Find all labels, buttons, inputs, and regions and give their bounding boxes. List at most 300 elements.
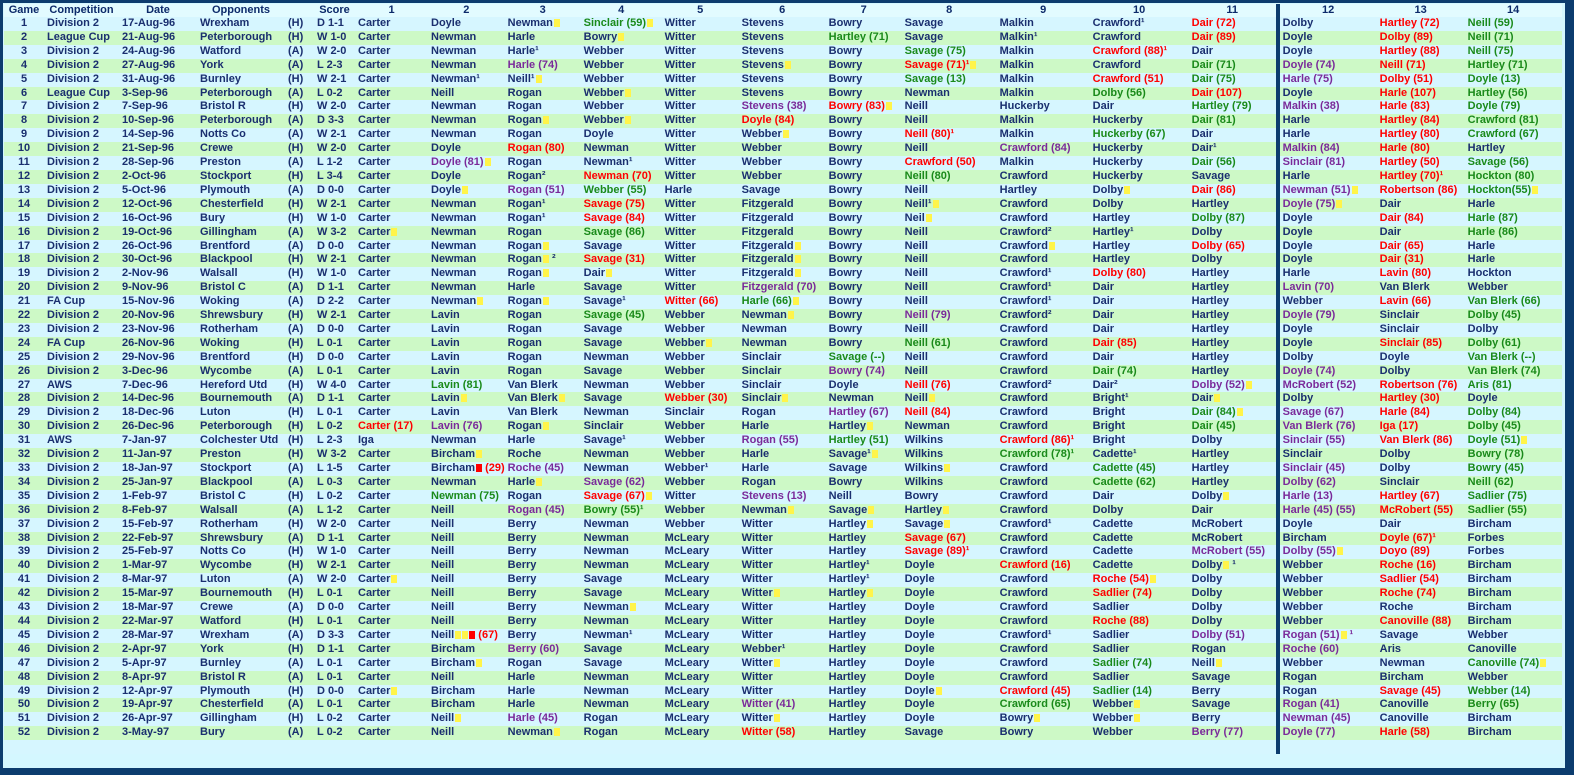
cell-text: Doyle — [904, 670, 935, 683]
cell-text: Division 2 — [47, 197, 99, 210]
cell-text: Hartley — [828, 531, 866, 544]
header-row — [4, 4, 1562, 17]
yellow-card-icon — [1237, 408, 1243, 416]
table-row — [4, 142, 1562, 156]
player-cell — [662, 406, 739, 420]
cell-text: Rogan — [507, 100, 542, 113]
cell-text: Hartley — [1191, 322, 1229, 335]
cell-text: Rogan — [507, 322, 542, 335]
cell-text: Division 2 — [47, 350, 99, 363]
player-cell — [662, 532, 739, 546]
cell-text: Newman — [583, 142, 629, 155]
substitute-cell — [1377, 156, 1465, 170]
cell-text: Carter — [358, 58, 391, 71]
venue-cell — [285, 212, 314, 226]
cell-text: Division 2 — [47, 156, 99, 169]
game-number-cell — [4, 240, 44, 254]
venue-cell — [285, 73, 314, 87]
venue-cell — [285, 31, 314, 45]
yellow-card-icon — [774, 714, 780, 722]
cell-text: Division 2 — [47, 698, 99, 711]
substitute-cell — [1377, 490, 1465, 504]
player-cell — [662, 629, 739, 643]
game-number-cell — [4, 31, 44, 45]
cell-text: Savage (67) — [583, 489, 645, 502]
cell-text: Newman — [431, 239, 477, 252]
date-cell — [119, 170, 197, 184]
player-cell — [1090, 643, 1189, 657]
cell-text: Dair — [1092, 489, 1115, 502]
cell-text: Crawford¹ — [1092, 17, 1145, 29]
cell-text: Savage¹ — [583, 434, 626, 447]
cell-text: Sinclair — [741, 350, 782, 363]
player-cell — [581, 295, 662, 309]
game-number-cell — [4, 337, 44, 351]
cell-text: W 2-1 — [317, 72, 347, 85]
cell-text: Crawford¹ — [999, 267, 1052, 280]
cell-text: 2-Nov-96 — [122, 267, 169, 280]
player-cell — [581, 629, 662, 643]
cell-text: Webber — [664, 420, 705, 433]
cell-text: Crawford — [999, 489, 1048, 502]
yellow-card-icon — [795, 255, 801, 263]
player-cell — [428, 184, 505, 198]
cell-text: Neill — [904, 183, 928, 196]
cell-text: D 1-1 — [317, 531, 344, 544]
cell-text: Fitzgerald (70) — [741, 281, 817, 294]
game-number-cell — [4, 671, 44, 685]
cell-text: Dolby — [1191, 253, 1223, 266]
date-cell — [119, 379, 197, 393]
competition-cell — [44, 559, 119, 573]
player-cell — [428, 545, 505, 559]
player-cell — [826, 476, 902, 490]
player-cell — [902, 559, 997, 573]
opponent-cell — [197, 504, 285, 518]
player-cell — [581, 392, 662, 406]
player-cell — [355, 545, 428, 559]
yellow-card-icon — [1521, 436, 1527, 444]
date-cell — [119, 490, 197, 504]
cell-text: Carter — [358, 712, 391, 725]
player-cell — [1189, 323, 1276, 337]
player-cell — [997, 114, 1090, 128]
player-cell — [739, 156, 826, 170]
cell-text: Webber — [1282, 656, 1323, 669]
player-cell — [662, 198, 739, 212]
player-cell — [355, 240, 428, 254]
cell-text: Hartley (72) — [1379, 17, 1440, 29]
player-cell — [1189, 545, 1276, 559]
cell-text: Savage (45) — [1379, 684, 1441, 697]
cell-text: AWS — [47, 378, 73, 391]
competition-cell — [44, 532, 119, 546]
yellow-card-icon — [554, 19, 560, 27]
player-cell — [355, 476, 428, 490]
cell-text: Harle — [1467, 239, 1496, 252]
cell-text: 3 — [20, 44, 28, 57]
player-cell — [581, 128, 662, 142]
cell-text: AWS — [47, 434, 73, 447]
date-cell — [119, 643, 197, 657]
cell-text: Iga — [358, 434, 374, 447]
cell-text: Webber — [1467, 628, 1508, 641]
cell-text: FA Cup — [47, 295, 86, 308]
cell-text: Division 2 — [47, 475, 99, 488]
date-cell — [119, 476, 197, 490]
date-cell — [119, 240, 197, 254]
cell-text: Dolby (45) — [1467, 309, 1521, 322]
player-cell — [1090, 448, 1189, 462]
player-cell — [997, 545, 1090, 559]
cell-text: Webber — [664, 448, 705, 461]
cell-text: Savage (67) — [1282, 406, 1344, 419]
cell-text: (H) — [288, 559, 304, 572]
cell-text: Dair — [1092, 295, 1115, 308]
cell-text: Newman — [431, 211, 477, 224]
player-cell — [1090, 240, 1189, 254]
substitute-cell — [1377, 685, 1465, 699]
substitute-cell — [1465, 156, 1562, 170]
player-cell — [826, 31, 902, 45]
cell-text: Sadlier — [1092, 642, 1130, 655]
player-cell — [505, 601, 581, 615]
player-cell — [428, 587, 505, 601]
cell-text: 25-Jan-97 — [122, 475, 173, 488]
venue-cell — [285, 267, 314, 281]
player-cell — [826, 726, 902, 740]
substitute-cell — [1465, 309, 1562, 323]
opponent-cell — [197, 698, 285, 712]
player-cell — [505, 420, 581, 434]
player-cell — [739, 351, 826, 365]
player-cell — [581, 726, 662, 740]
cell-text: Newman — [431, 197, 477, 210]
substitute-cell — [1377, 212, 1465, 226]
cell-text: Chesterfield — [200, 698, 264, 711]
cell-text: 45 — [17, 628, 31, 641]
cell-text: McLeary — [664, 573, 710, 586]
cell-text: Carter — [358, 44, 391, 57]
cell-text: L 0-1 — [317, 406, 343, 419]
column-header: 11 — [1189, 4, 1276, 17]
substitute-cell — [1465, 337, 1562, 351]
score-cell — [314, 448, 355, 462]
substitute-cell — [1280, 712, 1377, 726]
player-cell — [662, 128, 739, 142]
cell-text: Doyle (79) — [1282, 309, 1336, 322]
cell-text: Savage¹ — [828, 448, 871, 461]
venue-cell — [285, 573, 314, 587]
opponent-cell — [197, 726, 285, 740]
player-cell — [902, 295, 997, 309]
player-cell — [902, 379, 997, 393]
player-cell — [428, 406, 505, 420]
cell-text: Malkin (38) — [1282, 100, 1340, 113]
cell-text: Savage — [583, 587, 623, 600]
cell-text: Stevens (13) — [741, 489, 807, 502]
cell-text: Berry — [507, 545, 537, 558]
cell-text: Bowry — [999, 712, 1034, 725]
player-cell — [902, 323, 997, 337]
substitute-cell — [1377, 406, 1465, 420]
cell-text: W 3-2 — [317, 225, 347, 238]
player-cell — [1189, 73, 1276, 87]
player-cell — [826, 198, 902, 212]
score-cell — [314, 59, 355, 73]
cell-text: Bircham — [1467, 614, 1512, 627]
cell-text: Crawford — [999, 239, 1048, 252]
competition-cell — [44, 253, 119, 267]
cell-text: Hartley — [1191, 475, 1229, 488]
cell-text: Webber — [664, 503, 705, 516]
cell-text: Van Blerk — [1379, 281, 1430, 294]
player-cell — [997, 31, 1090, 45]
cell-text: Newman — [431, 295, 477, 308]
player-cell — [355, 406, 428, 420]
date-cell — [119, 337, 197, 351]
player-cell — [505, 476, 581, 490]
player-cell — [902, 31, 997, 45]
opponent-cell — [197, 392, 285, 406]
player-cell — [1090, 281, 1189, 295]
cell-text: Doyle — [904, 698, 935, 711]
player-cell — [1189, 698, 1276, 712]
player-cell — [581, 142, 662, 156]
player-cell — [1189, 406, 1276, 420]
cell-text: Crawford — [999, 364, 1048, 377]
player-cell — [428, 601, 505, 615]
player-cell — [826, 253, 902, 267]
cell-text: D 0-0 — [317, 239, 344, 252]
player-cell — [739, 712, 826, 726]
cell-text: Hartley¹ — [1092, 225, 1134, 238]
player-cell — [355, 212, 428, 226]
cell-text: Webber (14) — [1467, 684, 1531, 697]
player-cell — [826, 323, 902, 337]
cell-text: 47 — [17, 656, 31, 669]
cell-text: Savage — [904, 17, 944, 29]
cell-text: Sadlier — [1092, 628, 1130, 641]
player-cell — [1189, 114, 1276, 128]
opponent-cell — [197, 184, 285, 198]
cell-text: Savage — [904, 517, 944, 530]
cell-text: FA Cup — [47, 336, 86, 349]
player-cell — [1090, 212, 1189, 226]
cell-text: Carter — [358, 128, 391, 141]
cell-text: Dair (81) — [1191, 114, 1236, 127]
player-cell — [739, 100, 826, 114]
cell-text: Harle (45) — [507, 712, 558, 725]
table-row — [4, 45, 1562, 59]
yellow-card-icon — [543, 116, 549, 124]
substitute-cell — [1280, 45, 1377, 59]
cell-text: Dolby — [1191, 614, 1223, 627]
cell-text: Bircham — [1467, 573, 1512, 586]
player-cell — [355, 726, 428, 740]
substitute-cell — [1465, 671, 1562, 685]
substitute-cell — [1465, 685, 1562, 699]
substitute-cell — [1377, 587, 1465, 601]
cell-text: Bowry — [828, 142, 863, 155]
cell-text: Crawford — [999, 322, 1048, 335]
cell-text: Chesterfield — [200, 197, 264, 210]
cell-text: Bowry — [828, 72, 863, 85]
player-cell — [902, 490, 997, 504]
cell-text: Witter — [741, 601, 773, 614]
cell-text: Neill — [904, 392, 928, 405]
empty-cell — [197, 740, 285, 754]
cell-text: (A) — [288, 128, 304, 141]
cell-text: L 0-2 — [317, 712, 343, 725]
substitute-cell — [1280, 726, 1377, 740]
game-number-cell — [4, 87, 44, 101]
game-number-cell — [4, 657, 44, 671]
yellow-card-icon — [795, 269, 801, 277]
cell-text: Wrexham — [200, 17, 250, 29]
substitute-cell — [1280, 685, 1377, 699]
cell-text: Witter — [664, 169, 696, 182]
player-cell — [581, 267, 662, 281]
cell-text: (H) — [288, 378, 304, 391]
venue-cell — [285, 379, 314, 393]
cell-text: Canoville (74) — [1467, 656, 1540, 669]
player-cell — [1090, 601, 1189, 615]
cell-text: McLeary — [664, 531, 710, 544]
player-cell — [739, 643, 826, 657]
opponent-cell — [197, 281, 285, 295]
cell-text: Newman — [583, 559, 629, 572]
cell-text: Dolby (65) — [1191, 239, 1245, 252]
cell-text: 13 — [17, 183, 31, 196]
substitute-cell — [1465, 351, 1562, 365]
player-cell — [1189, 87, 1276, 101]
cell-text: Berry (77) — [1191, 726, 1244, 739]
cell-text: Berry (60) — [507, 642, 560, 655]
cell-text: L 0-2 — [317, 420, 343, 433]
cell-text: Canoville — [1467, 642, 1517, 655]
player-cell — [1189, 559, 1276, 573]
player-cell — [997, 240, 1090, 254]
score-cell — [314, 309, 355, 323]
cell-text: 26-Nov-96 — [122, 336, 175, 349]
cell-text: Hartley — [999, 183, 1037, 196]
score-cell — [314, 615, 355, 629]
empty-cell — [119, 740, 197, 754]
cell-text: Lavin — [431, 336, 460, 349]
cell-text: Bowry — [828, 267, 863, 280]
cell-text: 21-Aug-96 — [122, 30, 176, 43]
player-cell — [1090, 420, 1189, 434]
cell-text: Harle — [741, 462, 770, 474]
player-cell — [505, 31, 581, 45]
player-cell — [739, 309, 826, 323]
cell-text: D 1-1 — [317, 642, 344, 655]
venue-cell — [285, 45, 314, 59]
cell-text: Van Blerk — [507, 392, 558, 405]
opponent-cell — [197, 100, 285, 114]
cell-text: Dolby — [1191, 434, 1223, 447]
player-cell — [902, 226, 997, 240]
cell-text: L 2-3 — [317, 58, 343, 71]
venue-cell — [285, 309, 314, 323]
yellow-card-icon — [455, 631, 461, 639]
player-cell — [581, 212, 662, 226]
cell-text: Carter — [358, 684, 391, 697]
player-cell — [355, 17, 428, 31]
player-cell — [581, 559, 662, 573]
player-cell — [428, 198, 505, 212]
score-cell — [314, 295, 355, 309]
substitute-cell — [1280, 184, 1377, 198]
player-cell — [581, 573, 662, 587]
table-row — [4, 156, 1562, 170]
player-cell — [902, 198, 997, 212]
cell-text: Newman — [583, 684, 629, 697]
column-header: 7 — [826, 4, 902, 17]
cell-text: Webber¹ — [741, 642, 786, 655]
player-cell — [1189, 657, 1276, 671]
cell-text: Carter — [358, 225, 391, 238]
player-cell — [997, 601, 1090, 615]
cell-text: McLeary — [664, 670, 710, 683]
cell-text: Crawford — [999, 350, 1048, 363]
game-number-cell — [4, 309, 44, 323]
player-cell — [826, 142, 902, 156]
player-cell — [505, 59, 581, 73]
cell-text: Crawford — [999, 211, 1048, 224]
cell-text: Aris — [1379, 642, 1402, 655]
cell-text: Neill — [904, 322, 928, 335]
cell-text: Dair (107) — [1191, 86, 1242, 99]
cell-text: Cadette — [1092, 517, 1133, 530]
player-cell — [428, 462, 505, 476]
player-cell — [355, 198, 428, 212]
substitute-cell — [1280, 323, 1377, 337]
date-cell — [119, 59, 197, 73]
cell-text: 37 — [17, 517, 31, 530]
player-cell — [739, 615, 826, 629]
player-cell — [505, 240, 581, 254]
player-cell — [826, 59, 902, 73]
cell-text: Savage — [583, 392, 623, 405]
yellow-card-icon — [485, 158, 491, 166]
cell-text: W 2-1 — [317, 559, 347, 572]
player-cell — [428, 365, 505, 379]
player-cell — [826, 295, 902, 309]
cell-text: Roche (45) — [507, 462, 564, 474]
cell-text: Brentford — [200, 350, 251, 363]
cell-text: Witter — [741, 628, 773, 641]
cell-text: Witter — [741, 517, 773, 530]
table-row — [4, 448, 1562, 462]
table-row — [4, 685, 1562, 699]
player-cell — [1090, 573, 1189, 587]
cell-text: Dair (31) — [1379, 253, 1424, 266]
cell-text: Fitzgerald — [741, 267, 794, 280]
cell-text: Crawford — [1092, 58, 1141, 71]
opponent-cell — [197, 323, 285, 337]
substitute-cell — [1377, 45, 1465, 59]
cell-text: Dair (56) — [1191, 156, 1236, 169]
substitute-cell — [1377, 59, 1465, 73]
cell-text: Savage — [583, 336, 623, 349]
cell-text: W 2-1 — [317, 253, 347, 266]
date-cell — [119, 587, 197, 601]
cell-text: Witter — [664, 17, 696, 29]
cell-text: Hartley — [828, 726, 866, 739]
cell-text: Newman — [741, 503, 787, 516]
